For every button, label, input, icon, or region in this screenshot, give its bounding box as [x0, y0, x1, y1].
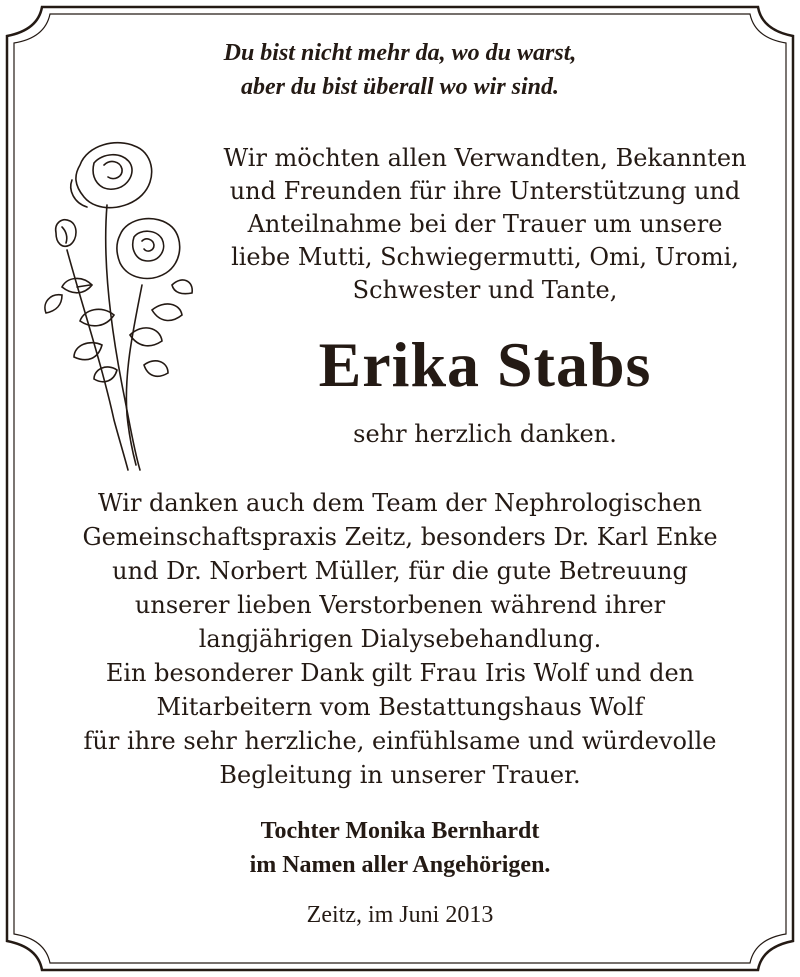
intro-line-5: Schwester und Tante,	[352, 276, 618, 304]
motto-line-2: aber du bist überall wo wir sind.	[240, 74, 560, 100]
signature-line-2: im Namen aller Angehörigen.	[249, 852, 551, 878]
rose-illustration	[32, 135, 197, 480]
body-line-6: Ein besonderer Dank gilt Frau Iris Wolf und den	[105, 659, 695, 687]
intro-line-3: Anteilnahme bei der Trauer um unsere	[247, 210, 723, 238]
intro-line-4: liebe Mutti, Schwiegermutti, Omi, Uromi,	[231, 243, 739, 271]
motto-line-1: Du bist nicht mehr da, wo du warst,	[223, 40, 577, 66]
body-line-1: Wir danken auch dem Team der Nephrologischen	[98, 489, 702, 517]
intro-line-2: und Freunden für ihre Unterstützung und	[229, 177, 741, 205]
signature-line-1: Tochter Monika Bernhardt	[260, 818, 540, 844]
body-line-7: Mitarbeitern vom Bestattungshaus Wolf	[156, 693, 644, 721]
body-line-5: langjährigen Dialysebehandlung.	[198, 625, 602, 653]
place-date: Zeitz, im Juni 2013	[306, 902, 494, 928]
body-line-3: und Dr. Norbert Müller, für die gute Betreuung	[112, 557, 688, 585]
body-line-4: unserer lieben Verstorbenen während ihrer	[134, 591, 666, 619]
intro-line-1: Wir möchten allen Verwandten, Bekannten	[223, 144, 747, 172]
body-line-8: für ihre sehr herzliche, einfühlsame und würdevolle	[83, 727, 717, 755]
thanks-line: sehr herzlich danken.	[353, 420, 617, 448]
body-line-2: Gemeinschaftspraxis Zeitz, besonders Dr. Karl Enke	[82, 523, 718, 551]
body-line-9: Begleitung in unserer Trauer.	[219, 761, 581, 789]
deceased-name: Erika Stabs	[318, 329, 652, 400]
